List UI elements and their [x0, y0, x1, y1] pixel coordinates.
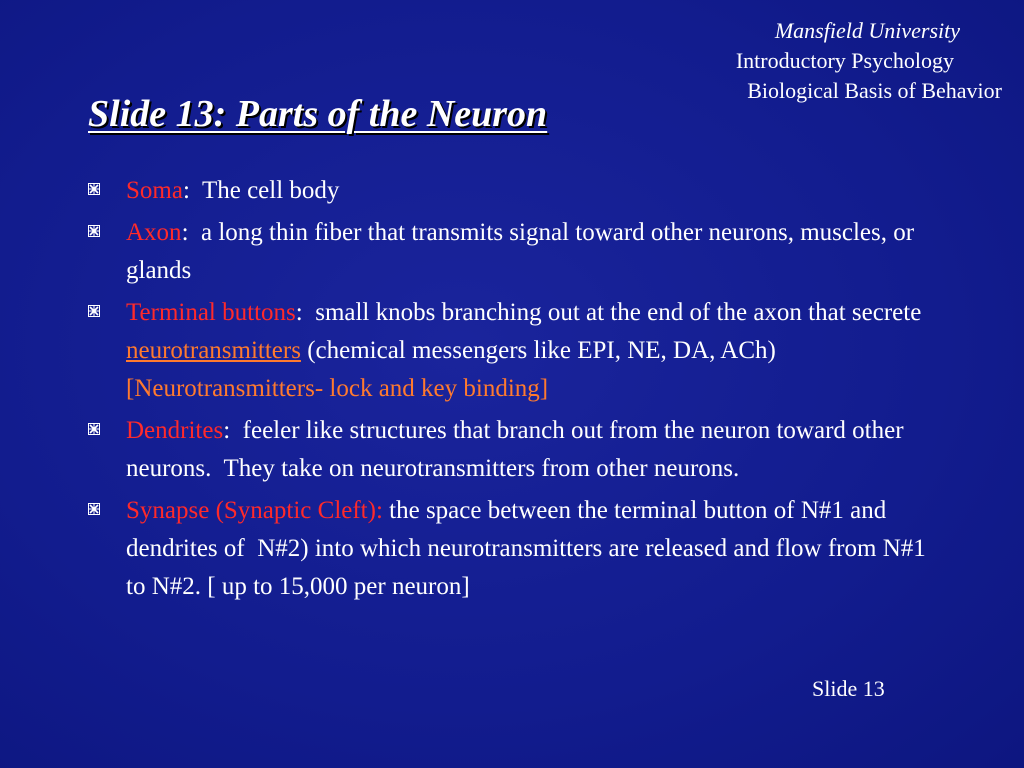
bullet-note: [Neurotransmitters- lock and key binding] — [126, 375, 549, 402]
bullet-text: a long thin fiber that transmits signal toward other neurons, muscles, or glands — [126, 219, 921, 284]
cross-pattee-icon — [88, 305, 100, 317]
bullet-terminal-buttons — [88, 294, 948, 408]
bullet-axon — [88, 214, 948, 290]
bullet-term: Axon — [126, 219, 182, 246]
slide-number: Slide 13 — [812, 676, 885, 701]
bullet-text: The cell body — [189, 177, 340, 204]
bullet-text: the space between the terminal button of N#1 and dendrites of N#2) into which neurotransmitters are released and flow from N#1 to N#2. [ up to 15,000 per neuron] — [126, 497, 933, 600]
bullet-text: feeler like structures that branch out from the neuron toward other neurons. They take on neurotransmitters from other neurons. — [126, 417, 910, 482]
bullet-list — [88, 172, 948, 610]
bullet-term: Synapse (Synaptic Cleft): — [126, 497, 383, 524]
header-topic: Biological Basis of Behavior — [747, 78, 1002, 103]
bullet-soma — [88, 172, 948, 210]
header-university: Mansfield University — [774, 18, 960, 43]
cross-pattee-icon — [88, 183, 100, 195]
cross-pattee-icon — [88, 225, 100, 237]
bullet-term: Dendrites — [126, 417, 224, 444]
bullet-text: small knobs branching out at the end of the axon that secrete — [302, 299, 928, 326]
bullet-dendrites — [88, 412, 948, 488]
neurotransmitters-link[interactable]: neurotransmitters — [126, 337, 301, 364]
cross-pattee-icon — [88, 503, 100, 515]
bullet-colon: : — [181, 219, 189, 246]
bullet-colon: : — [182, 177, 190, 204]
bullet-synapse — [88, 492, 948, 606]
bullet-term: Soma — [126, 177, 183, 204]
bullet-colon: : — [223, 417, 231, 444]
bullet-text-continued: (chemical messengers like EPI, NE, DA, ACh) — [300, 337, 783, 364]
bullet-colon: : — [295, 299, 303, 326]
header-course: Introductory Psychology — [735, 48, 954, 73]
bullet-term: Terminal buttons — [126, 299, 296, 326]
cross-pattee-icon — [88, 423, 100, 435]
slide-title: Slide 13: Parts of the Neuron — [88, 93, 548, 135]
